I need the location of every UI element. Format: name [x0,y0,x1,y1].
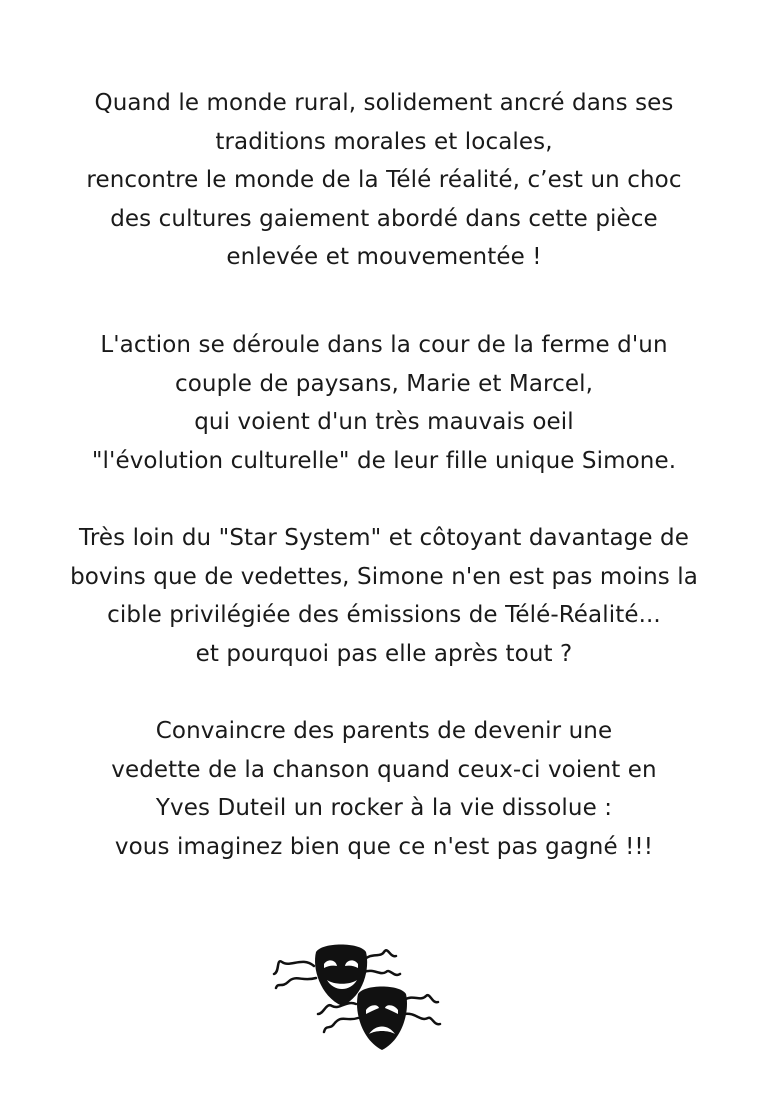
text-line: Yves Duteil un rocker à la vie dissolue : [155,795,613,821]
paragraph-conclusion [0,712,768,866]
theater-masks-icon [272,938,442,1058]
text-line: traditions morales et locales, [215,128,553,155]
text-line: bovins que de vedettes, Simone n'en est pas moins la [70,563,698,590]
paragraph-star-system [0,519,768,673]
text-line: qui voient d'un très mauvais oeil [194,409,574,435]
paragraph-intro [0,84,768,277]
text-line: Convaincre des parents de devenir une [155,718,613,744]
text-line: et pourquoi pas elle après tout ? [195,640,573,667]
text-line: L'action se déroule dans la cour de la ferme d'un [100,332,668,358]
text-line: couple de paysans, Marie et Marcel, [175,370,593,397]
text-line: Quand le monde rural, solidement ancré dans ses [94,90,674,116]
text-line: rencontre le monde de la Télé réalité, c’est un choc [86,167,682,193]
text-line: cible privilégiée des émissions de Télé-Réalité... [107,602,661,628]
text-line: enlevée et mouvementée ! [226,244,542,270]
text-line: vous imaginez bien que ce n'est pas gagné !!! [114,833,654,860]
text-line: Très loin du "Star System" et côtoyant davantage de [79,525,689,551]
text-line: "l'évolution culturelle" de leur fille unique Simone. [91,447,677,474]
paragraph-setting [0,326,768,480]
text-line: des cultures gaiement abordé dans cette pièce [110,205,658,232]
text-line: vedette de la chanson quand ceux-ci voient en [111,756,657,783]
